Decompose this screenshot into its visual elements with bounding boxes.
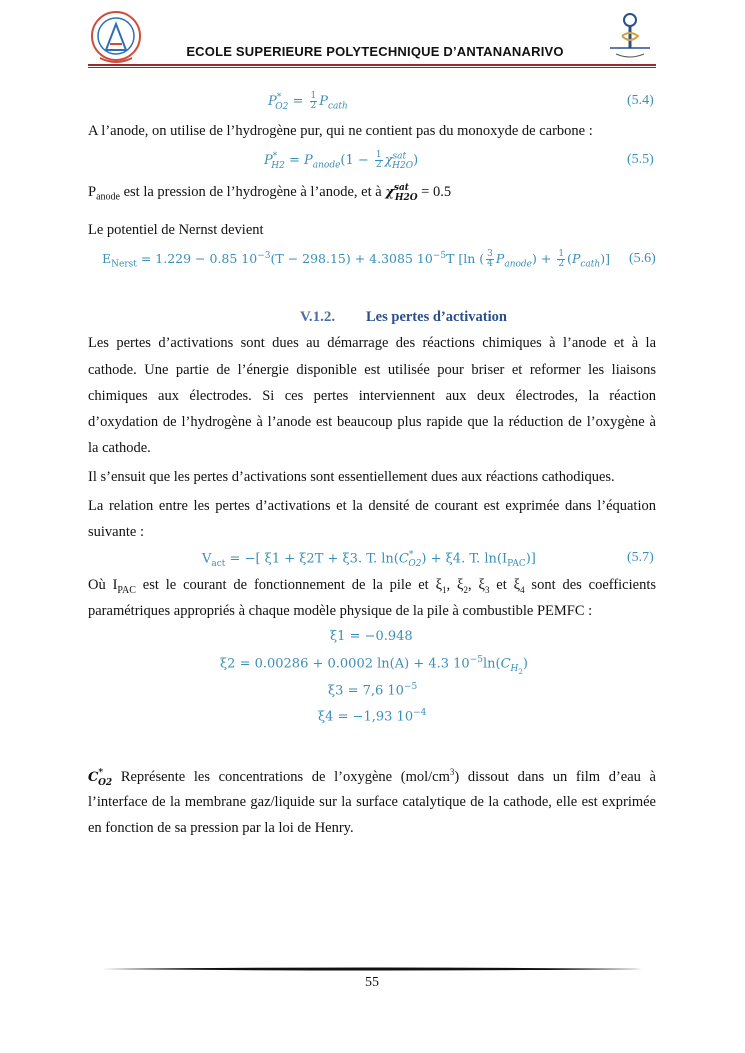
paragraph-coefficients-line: paramétriques appropriés à chaque modèle physique de la pile à combustible PEMFC : bbox=[88, 603, 593, 619]
section-title: Les pertes d’activation bbox=[366, 309, 507, 325]
equation-number-5-5: (5.5) bbox=[627, 152, 654, 167]
equation-number-5-7: (5.7) bbox=[627, 550, 654, 565]
equation-number-5-6: (5.6) bbox=[629, 251, 656, 266]
paragraph-activation-line: chimiques aux électrodes. Si ces pertes interviennent aux deux électrodes, la réaction bbox=[88, 388, 656, 404]
paragraph-cathodic: Il s’ensuit que les pertes d’activations sont essentiellement dues aux réactions cathodiques. bbox=[88, 469, 615, 485]
paragraph-panode: $P_{anode}$ est la pression de l’hydrogène à l’anode, et à $\chi^{sat}_{H2O} = 0.5$ bbox=[88, 183, 452, 203]
equation-xi2: ξ2 = 0.00286 + 0.0002 ln(A) + 4.3 $10^{-5}\ln(C_{H_2})$ bbox=[220, 655, 528, 676]
equation-number-5-4: (5.4) bbox=[627, 93, 654, 108]
paragraph-activation-line: cathode. Une partie de l’énergie disponible est utilisée pour briser et reformer les liaisons bbox=[88, 362, 656, 378]
paragraph-relation-line: suivante : bbox=[88, 524, 144, 540]
header-title: ECOLE SUPERIEURE POLYTECHNIQUE D’ANTANANARIVO bbox=[186, 44, 564, 59]
footer-rule bbox=[102, 967, 642, 971]
page-number: 55 bbox=[365, 975, 379, 990]
equation-xi3: ξ3 = 7,6 $10^{-5}$ bbox=[328, 682, 418, 699]
paragraph-nernst-intro: Le potentiel de Nernst devient bbox=[88, 222, 264, 238]
school-logo-left bbox=[86, 10, 150, 66]
school-logo-right bbox=[600, 8, 660, 64]
paragraph-activation-line: d’oxydation de l’hydrogène à l’anode est beaucoup plus rapide que la réduction de l’oxygène à bbox=[88, 414, 656, 430]
equation-5-6: $E_{Nerst} = 1.229 - 0.85$ $10^{-3}(T - 298.15) + 4.3085$ $10^{-5}T$ [ln ( $\frac{3}{4}$ $P_{anode}$) + $\frac{1}{2}$ $(P_{cath})$] bbox=[102, 249, 610, 270]
header-rule bbox=[88, 64, 656, 66]
paragraph-henry-line: en fonction de sa pression par la loi de Henry. bbox=[88, 820, 354, 836]
paragraph-henry-line: $C^*_{O2}$ Représente les concentrations de l’oxygène $(mol/cm^3)$ dissout dans un film d’eau à bbox=[88, 767, 656, 788]
paragraph-coefficients-line: Où $I_{PAC}$ est le courant de fonctionnement de la pile et $\xi_1$, $\xi_2$, $\xi_3$ et $\xi_4$ sont des coefficients bbox=[88, 577, 656, 596]
paragraph-relation-line: La relation entre les pertes d’activations et la densité de courant est exprimée dans l’équation bbox=[88, 498, 656, 514]
equation-5-7: $V_{act}$ = −[ ξ1 + ξ2T + ξ3. T. $\ln(C^*_{O2}) + \xi 4$. T. $\ln(I_{PAC})$] bbox=[202, 550, 536, 569]
equation-xi1: ξ1 = −0.948 bbox=[330, 629, 413, 644]
paragraph-anode: A l’anode, on utilise de l’hydrogène pur, qui ne contient pas du monoxyde de carbone : bbox=[88, 123, 593, 139]
equation-xi4: ξ4 = −1,93 $10^{-4}$ bbox=[318, 708, 427, 725]
paragraph-activation-line: Les pertes d’activations sont dues au démarrage des réactions chimiques à l’anode et à la bbox=[88, 335, 656, 351]
paragraph-activation-line: la cathode. bbox=[88, 440, 151, 456]
section-number: V.1.2. bbox=[300, 309, 336, 325]
paragraph-henry-line: l’interface de la membrane gaz/liquide sur la surface catalytique de la cathode, elle est exprimée bbox=[88, 794, 656, 810]
equation-5-4: $P^*_{O2}$ = $\frac{1}{2}$ $P_{cath}$ bbox=[268, 91, 348, 112]
header-rule-thin bbox=[88, 67, 656, 68]
equation-5-5: $P^*_{H2} = P_{anode}(1$ − $\frac{1}{2}$ $\chi^{sat}_{H2O}$) bbox=[264, 150, 419, 171]
